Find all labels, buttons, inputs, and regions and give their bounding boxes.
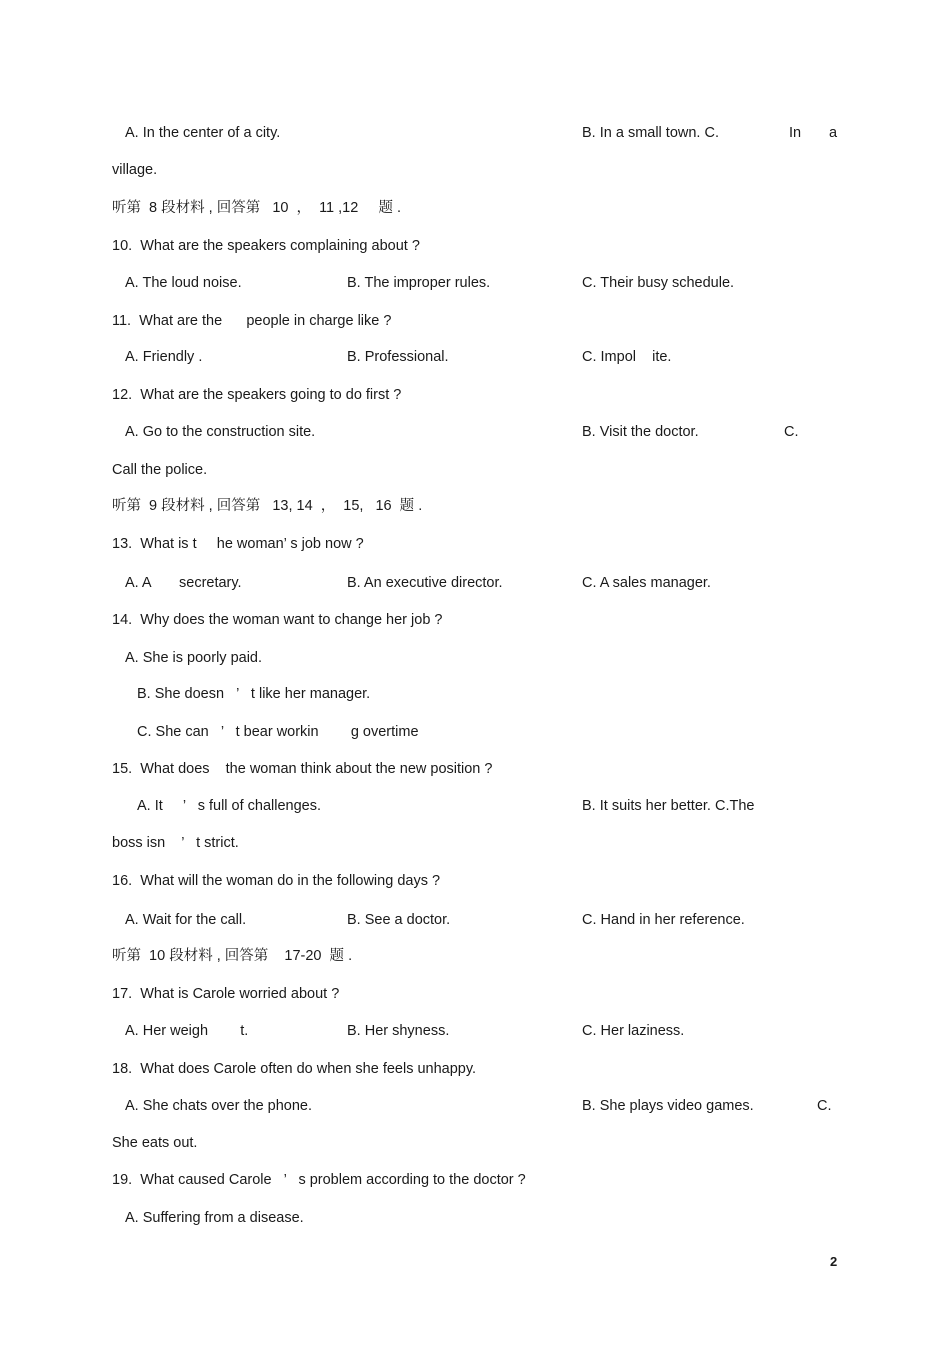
question-text: 14. Why does the woman want to change her job ? (112, 612, 443, 628)
option-text: village. (112, 162, 158, 178)
option-text: B. Her shyness. (347, 1023, 450, 1039)
question-text: 13. What is t he woman’ s job now ? (112, 536, 364, 552)
option-text: B. She plays video games. (582, 1098, 754, 1114)
option-text: C. Their busy schedule. (582, 275, 735, 291)
option-text: A. Go to the construction site. (125, 424, 316, 440)
option-text: A. A secretary. (125, 575, 242, 591)
option-text: B. Visit the doctor. (582, 424, 699, 440)
option-text: A. Her weigh t. (125, 1023, 249, 1039)
section-instruction: 听第 8 段材料 , 回答第 10 ， 11 ,12 题 . (112, 200, 402, 216)
option-text: C. A sales manager. (582, 575, 711, 591)
question-text: 17. What is Carole worried about ? (112, 986, 340, 1002)
option-text: B. She doesn ’ t like her manager. (137, 686, 371, 702)
option-text: a (829, 125, 838, 141)
option-text: C. Impol ite. (582, 349, 672, 365)
option-text: A. The loud noise. (125, 275, 242, 291)
option-text: boss isn ’ t strict. (112, 835, 239, 851)
option-text: A. It ’ s full of challenges. (137, 798, 322, 814)
option-text: B. It suits her better. C.The (582, 798, 755, 814)
section-instruction: 听第 10 段材料 , 回答第 17-20 题 . (112, 948, 353, 964)
question-text: 11. What are the people in charge like ? (112, 313, 392, 329)
option-text: A. Friendly . (125, 349, 203, 365)
option-text: Call the police. (112, 462, 208, 478)
question-text: 10. What are the speakers complaining about ? (112, 238, 420, 254)
option-text: B. Professional. (347, 349, 449, 365)
option-text: In (789, 125, 802, 141)
option-text: B. An executive director. (347, 575, 503, 591)
option-text: C. She can ’ t bear workin g overtime (137, 724, 419, 740)
question-text: 19. What caused Carole ’ s problem according to the doctor ? (112, 1172, 526, 1188)
question-text: 18. What does Carole often do when she feels unhappy. (112, 1061, 477, 1077)
option-text: C. Hand in her reference. (582, 912, 745, 928)
option-text: C. Her laziness. (582, 1023, 685, 1039)
question-text: 12. What are the speakers going to do first ? (112, 387, 402, 403)
option-text: B. See a doctor. (347, 912, 451, 928)
option-text: A. She is poorly paid. (125, 650, 263, 666)
option-text: A. She chats over the phone. (125, 1098, 313, 1114)
option-text: She eats out. (112, 1135, 198, 1151)
option-text: A. In the center of a city. (125, 125, 281, 141)
option-text: C. (784, 424, 799, 440)
question-text: 15. What does the woman think about the new position ? (112, 761, 493, 777)
option-text: A. Wait for the call. (125, 912, 247, 928)
option-text: A. Suffering from a disease. (125, 1210, 304, 1226)
option-text: B. The improper rules. (347, 275, 491, 291)
question-text: 16. What will the woman do in the following days ? (112, 873, 441, 889)
option-text: C. (817, 1098, 832, 1114)
section-instruction: 听第 9 段材料 , 回答第 13, 14 ， 15, 16 题 . (112, 498, 423, 514)
page-number: 2 (830, 1254, 838, 1269)
option-text: B. In a small town. C. (582, 125, 719, 141)
